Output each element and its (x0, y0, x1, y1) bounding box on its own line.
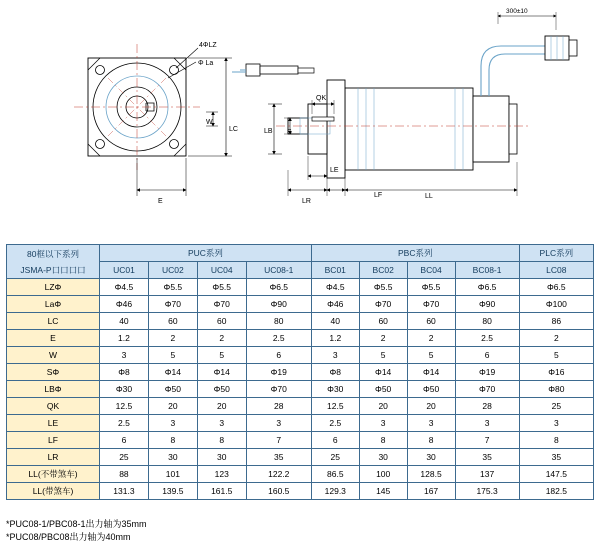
row-label: LC (7, 313, 100, 330)
cell: 1.2 (100, 330, 149, 347)
row-label: LF (7, 432, 100, 449)
cell: 2.5 (311, 415, 359, 432)
row-label: LaΦ (7, 296, 100, 313)
label-lb: LB (264, 128, 273, 135)
cell: 86.5 (311, 466, 359, 483)
cell: 100 (359, 466, 407, 483)
table-row (7, 432, 594, 449)
cell: Φ5.5 (407, 279, 455, 296)
cell: Φ14 (359, 364, 407, 381)
cell: 175.3 (455, 483, 519, 500)
cell: 131.3 (100, 483, 149, 500)
cell: 30 (407, 449, 455, 466)
label-bolt-hole: 4ΦLZ (199, 42, 217, 49)
cell: 30 (148, 449, 197, 466)
label-cable-length: 300±10 (506, 8, 528, 15)
cell: 182.5 (519, 483, 593, 500)
table-row (7, 415, 594, 432)
cell: 6 (455, 347, 519, 364)
cell: 3 (246, 415, 311, 432)
cell: Φ90 (246, 296, 311, 313)
column-header-uc01: UC01 (100, 262, 149, 279)
cell: 2 (197, 330, 246, 347)
table-row (7, 466, 594, 483)
cell: 80 (246, 313, 311, 330)
cell: Φ50 (148, 381, 197, 398)
footnotes (6, 518, 147, 544)
row-label: W (7, 347, 100, 364)
cell: Φ5.5 (359, 279, 407, 296)
table-corner-cell (7, 245, 100, 279)
cell: 20 (359, 398, 407, 415)
cell: 137 (455, 466, 519, 483)
column-header-uc08-1: UC08-1 (246, 262, 311, 279)
cell: 7 (246, 432, 311, 449)
table-row (7, 364, 594, 381)
cell: Φ50 (407, 381, 455, 398)
cell: 139.5 (148, 483, 197, 500)
cell: 5 (407, 347, 455, 364)
cell: 2 (148, 330, 197, 347)
cell: 123 (197, 466, 246, 483)
cell: Φ70 (359, 296, 407, 313)
cell: 2.5 (246, 330, 311, 347)
cell: Φ30 (311, 381, 359, 398)
cell: 160.5 (246, 483, 311, 500)
cell: Φ14 (197, 364, 246, 381)
cell: Φ70 (407, 296, 455, 313)
label-s: S (287, 129, 292, 136)
cell: 60 (407, 313, 455, 330)
cell: 101 (148, 466, 197, 483)
label-ll: LL (425, 193, 433, 200)
row-label: QK (7, 398, 100, 415)
table-row (7, 296, 594, 313)
row-label: LE (7, 415, 100, 432)
row-label: SΦ (7, 364, 100, 381)
cell: 20 (407, 398, 455, 415)
column-header-bc01: BC01 (311, 262, 359, 279)
mechanical-drawing (0, 0, 600, 232)
cell: 20 (148, 398, 197, 415)
row-label: LL(带煞车) (7, 483, 100, 500)
cell: 129.3 (311, 483, 359, 500)
label-lf: LF (374, 192, 383, 199)
cell: Φ6.5 (519, 279, 593, 296)
cell: Φ46 (100, 296, 149, 313)
cell: 167 (407, 483, 455, 500)
cell: 8 (519, 432, 593, 449)
table-row (7, 381, 594, 398)
cell: 2 (519, 330, 593, 347)
cell: 30 (197, 449, 246, 466)
cell: 60 (148, 313, 197, 330)
label-bolt-pitch: Φ La (198, 60, 214, 67)
cell: 28 (455, 398, 519, 415)
cell: 25 (100, 449, 149, 466)
label-le: LE (330, 167, 339, 174)
group-header-pbc: PBC系列 (311, 245, 519, 262)
cell: 2.5 (455, 330, 519, 347)
cell: 147.5 (519, 466, 593, 483)
cell: 12.5 (100, 398, 149, 415)
cell: Φ70 (148, 296, 197, 313)
group-header-plc: PLC系列 (519, 245, 593, 262)
cell: Φ6.5 (246, 279, 311, 296)
cell: Φ14 (407, 364, 455, 381)
cell: Φ70 (455, 381, 519, 398)
cell: 40 (311, 313, 359, 330)
cell: 122.2 (246, 466, 311, 483)
cell: Φ46 (311, 296, 359, 313)
cell: 3 (407, 415, 455, 432)
cell: 5 (519, 347, 593, 364)
row-label: LZΦ (7, 279, 100, 296)
table-row (7, 398, 594, 415)
cell: 30 (359, 449, 407, 466)
label-w: W (206, 119, 213, 126)
cell: 2.5 (100, 415, 149, 432)
cell: 161.5 (197, 483, 246, 500)
cell: Φ19 (455, 364, 519, 381)
cell: 2 (359, 330, 407, 347)
cell: 3 (455, 415, 519, 432)
column-header-uc04: UC04 (197, 262, 246, 279)
table-group-header-row (7, 245, 594, 262)
row-label: LR (7, 449, 100, 466)
cell: 8 (197, 432, 246, 449)
label-lc: LC (229, 126, 238, 133)
cell: Φ70 (246, 381, 311, 398)
cell: 128.5 (407, 466, 455, 483)
row-label: LBΦ (7, 381, 100, 398)
cell: Φ8 (100, 364, 149, 381)
table-row (7, 313, 594, 330)
cell: 5 (148, 347, 197, 364)
cell: Φ5.5 (148, 279, 197, 296)
cell: Φ30 (100, 381, 149, 398)
cell: 3 (100, 347, 149, 364)
cell: 80 (455, 313, 519, 330)
table-row (7, 347, 594, 364)
column-header-uc02: UC02 (148, 262, 197, 279)
column-header-lc08: LC08 (519, 262, 593, 279)
cell: 86 (519, 313, 593, 330)
label-lr: LR (302, 198, 311, 205)
cell: 6 (100, 432, 149, 449)
cell: 2 (407, 330, 455, 347)
cell: 3 (519, 415, 593, 432)
cell: 6 (246, 347, 311, 364)
cell: 3 (197, 415, 246, 432)
cell: 3 (359, 415, 407, 432)
cell: 8 (407, 432, 455, 449)
cell: 3 (148, 415, 197, 432)
corner-top-label: 80框以下系列 (27, 248, 79, 259)
cell: 35 (246, 449, 311, 466)
footnote-2: *PUC08/PBC08出力轴为40mm (6, 532, 131, 542)
column-header-bc08-1: BC08-1 (455, 262, 519, 279)
cell: 145 (359, 483, 407, 500)
cell: Φ50 (197, 381, 246, 398)
cell: 8 (148, 432, 197, 449)
cell: 88 (100, 466, 149, 483)
cell: Φ100 (519, 296, 593, 313)
cell: Φ90 (455, 296, 519, 313)
table-row (7, 279, 594, 296)
table-row (7, 330, 594, 347)
cell: 5 (197, 347, 246, 364)
cell: 60 (359, 313, 407, 330)
cell: 60 (197, 313, 246, 330)
cell: Φ80 (519, 381, 593, 398)
row-label: LL(不带煞车) (7, 466, 100, 483)
cell: Φ4.5 (100, 279, 149, 296)
cell: 35 (455, 449, 519, 466)
column-header-bc02: BC02 (359, 262, 407, 279)
cell: 25 (519, 398, 593, 415)
cell: Φ50 (359, 381, 407, 398)
footnote-1: *PUC08-1/PBC08-1出力轴为35mm (6, 519, 147, 529)
cell: Φ70 (197, 296, 246, 313)
cell: Φ6.5 (455, 279, 519, 296)
cell: Φ8 (311, 364, 359, 381)
cell: 40 (100, 313, 149, 330)
cell: 12.5 (311, 398, 359, 415)
row-label: E (7, 330, 100, 347)
cell: 5 (359, 347, 407, 364)
spec-table (6, 244, 594, 500)
table-row (7, 483, 594, 500)
column-header-bc04: BC04 (407, 262, 455, 279)
corner-bottom-label: JSMA-P口口口口 (20, 264, 86, 275)
cell: 1.2 (311, 330, 359, 347)
cell: Φ4.5 (311, 279, 359, 296)
cell: 20 (197, 398, 246, 415)
label-qk: QK (316, 95, 327, 102)
cell: Φ5.5 (197, 279, 246, 296)
cell: Φ16 (519, 364, 593, 381)
cell: 7 (455, 432, 519, 449)
label-e: E (158, 198, 163, 205)
cell: Φ14 (148, 364, 197, 381)
cell: Φ19 (246, 364, 311, 381)
table-row (7, 449, 594, 466)
cell: 6 (311, 432, 359, 449)
cell: 25 (311, 449, 359, 466)
cell: 35 (519, 449, 593, 466)
cell: 28 (246, 398, 311, 415)
cell: 8 (359, 432, 407, 449)
group-header-puc: PUC系列 (100, 245, 312, 262)
cell: 3 (311, 347, 359, 364)
